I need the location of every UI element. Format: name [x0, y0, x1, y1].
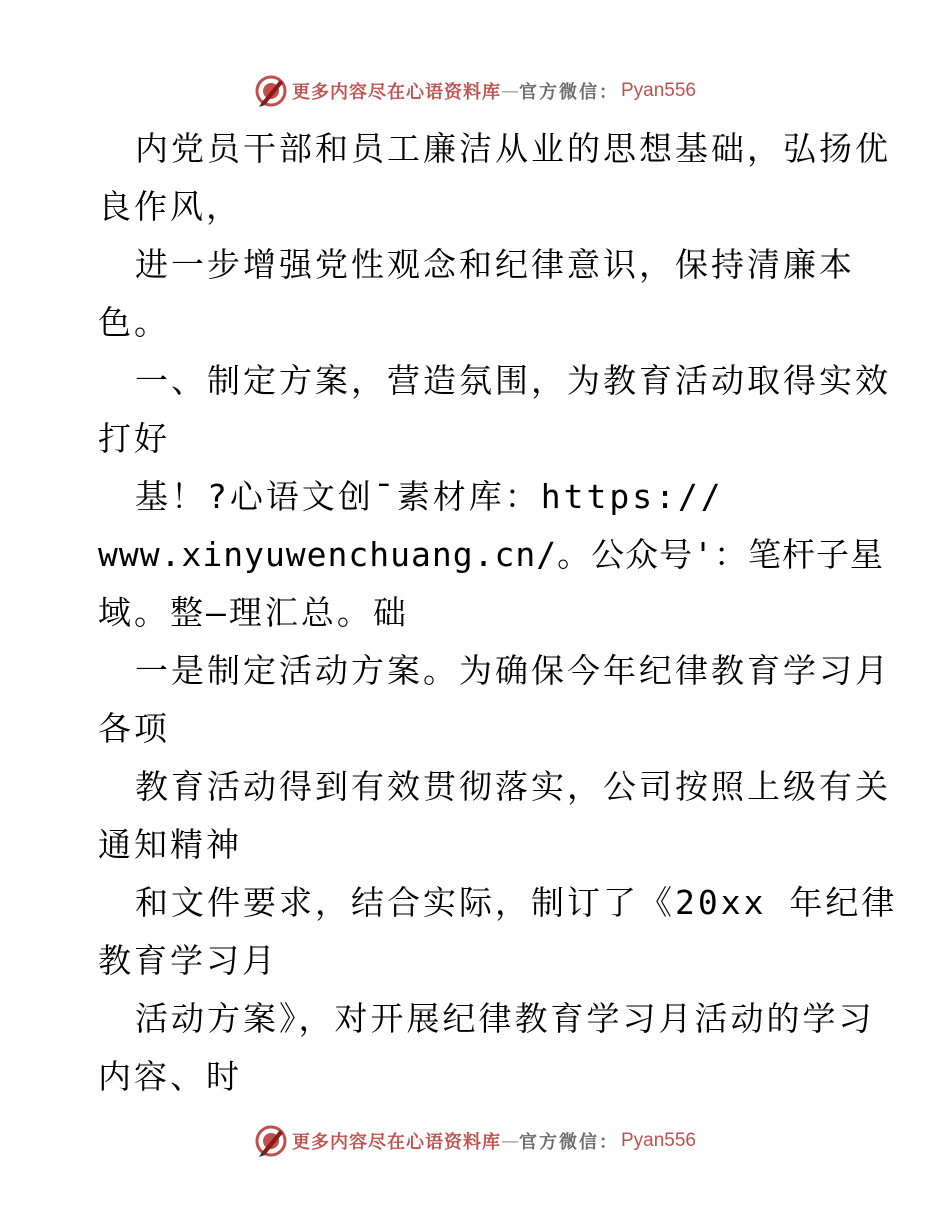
banner-wechat-id: Pyan556 [620, 80, 696, 101]
pen-logo-icon [254, 1124, 288, 1158]
body-line: 进一步增强党性观念和纪律意识，保持清廉本 [135, 245, 855, 284]
banner-wechat-label: 官方微信： [518, 82, 619, 103]
body-line: 良作风， [98, 187, 242, 226]
body-line: 和文件要求，结合实际，制订了《20xx 年纪律 [135, 883, 898, 922]
banner-wechat-id: Pyan556 [620, 1130, 696, 1151]
body-line: www.xinyuwenchuang.cn/。公众号'：笔杆子星 [98, 535, 884, 574]
body-line: 一是制定活动方案。为确保今年纪律教育学习月 [135, 651, 891, 690]
body-line: 活动方案》，对开展纪律教育学习月活动的学习 [135, 999, 875, 1038]
banner-site-text: 更多内容尽在心语资料库 [291, 82, 501, 103]
body-line: 色。 [98, 303, 170, 342]
banner-site-text: 更多内容尽在心语资料库 [291, 1132, 501, 1153]
body-line: 教育活动得到有效贯彻落实，公司按照上级有关 [135, 767, 891, 806]
body-line: 通知精神 [98, 825, 242, 864]
header-banner [0, 71, 950, 111]
footer-banner [0, 1121, 950, 1161]
body-line: 一、制定方案，营造氛围，为教育活动取得实效 [135, 361, 891, 400]
banner-dash: — [500, 1130, 519, 1152]
body-line: 域。整—理汇总。础 [98, 593, 409, 632]
body-line: 打好 [98, 419, 170, 458]
body-line: 教育学习月 [98, 941, 278, 980]
pen-logo-icon [254, 74, 288, 108]
body-line: 各项 [98, 709, 170, 748]
body-line: 基！?心语文创¯素材库：https:// [135, 477, 724, 516]
banner-wechat-label: 官方微信： [518, 1132, 619, 1153]
body-line: 内党员干部和员工廉洁从业的思想基础，弘扬优 [135, 129, 891, 168]
banner-dash: — [500, 80, 519, 102]
document-body [98, 120, 898, 1106]
body-line: 内容、时 [98, 1057, 242, 1096]
